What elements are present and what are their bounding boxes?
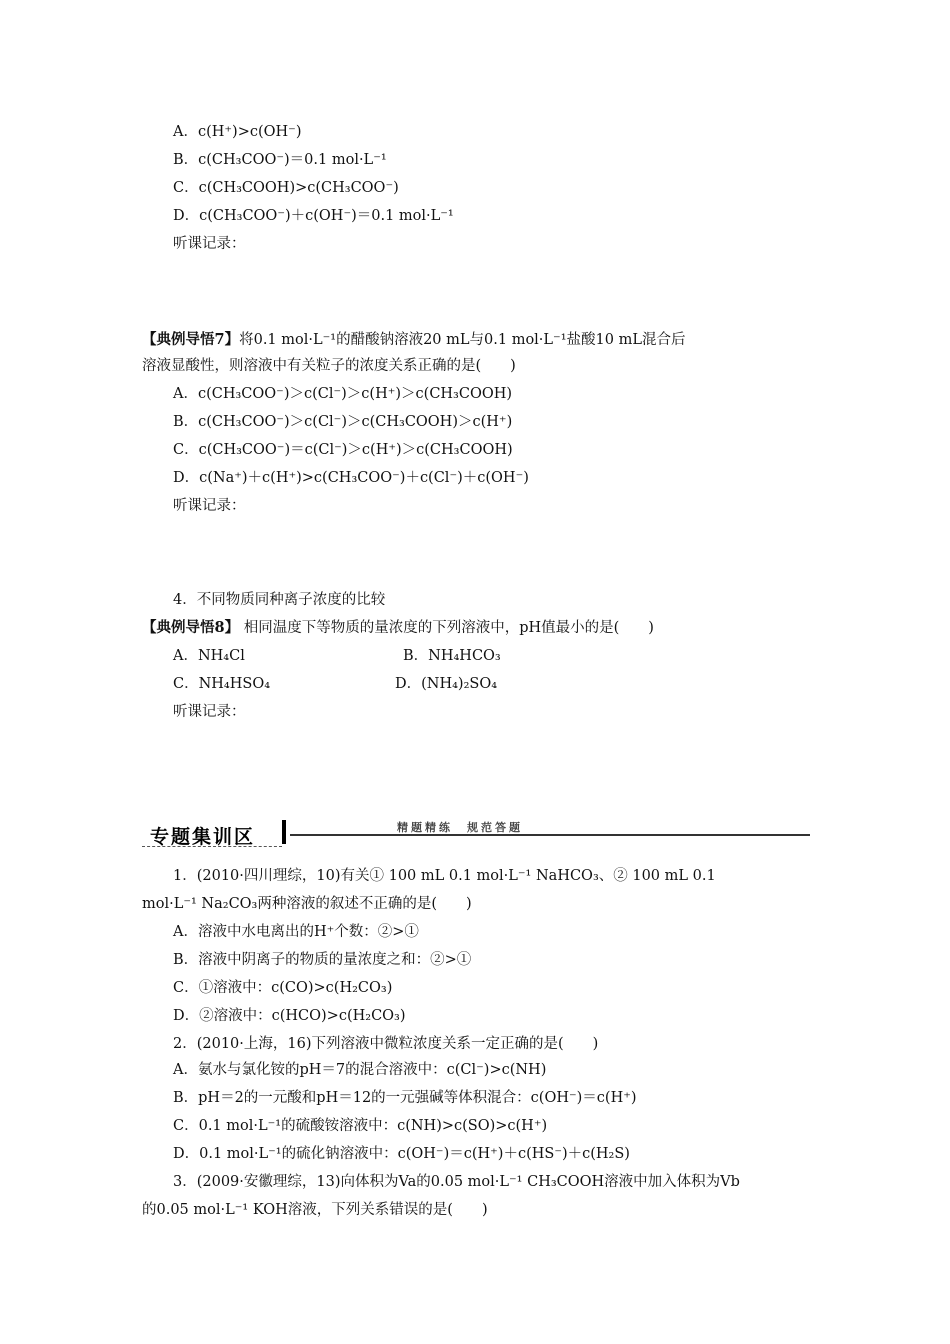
section-banner bbox=[142, 816, 810, 852]
notes-label: 听课记录： bbox=[173, 498, 246, 514]
question-3-stem-line1: 3．(2009·安徽理综，13)向体积为Va的0.05 mol·L⁻¹ CH₃COOH溶液中加入体积为Vb bbox=[173, 1174, 740, 1190]
example-8-tag: 【典例导悟8】 bbox=[142, 619, 240, 636]
banner-subtitle: 精题精练 规范答题 bbox=[397, 821, 523, 834]
option-b: B．c(CH₃COO⁻)＞c(Cl⁻)＞c(CH₃COOH)＞c(H⁺) bbox=[173, 414, 513, 430]
option-b: B．pH＝2的一元酸和pH＝12的一元强碱等体积混合：c(OH⁻)＝c(H⁺) bbox=[173, 1090, 637, 1106]
option-a: A．c(H⁺)>c(OH⁻) bbox=[173, 124, 302, 140]
example-8-stem-text: 相同温度下等物质的量浓度的下列溶液中，pH值最小的是( ) bbox=[243, 620, 654, 636]
option-b: B．NH₄HCO₃ bbox=[403, 648, 501, 664]
example-7-stem-line2: 溶液显酸性，则溶液中有关粒子的浓度关系正确的是( ) bbox=[142, 358, 516, 374]
option-d: D．(NH₄)₂SO₄ bbox=[395, 676, 498, 692]
option-c: C．c(CH₃COOH)>c(CH₃COO⁻) bbox=[173, 180, 399, 196]
option-a: A．c(CH₃COO⁻)＞c(Cl⁻)＞c(H⁺)＞c(CH₃COOH) bbox=[173, 386, 513, 402]
question-1-stem-line2: mol·L⁻¹ Na₂CO₃两种溶液的叙述不正确的是( ) bbox=[142, 896, 472, 912]
banner-divider-bar bbox=[282, 820, 286, 844]
banner-rule bbox=[290, 834, 810, 836]
option-b: B．溶液中阴离子的物质的量浓度之和：②>① bbox=[173, 952, 472, 968]
question-2-stem: 2．(2010·上海，16)下列溶液中微粒浓度关系一定正确的是( ) bbox=[173, 1036, 599, 1052]
notes-label: 听课记录： bbox=[173, 236, 246, 252]
option-a: A．氨水与氯化铵的pH＝7的混合溶液中：c(Cl⁻)>c(NH) bbox=[173, 1062, 547, 1078]
option-d: D．c(CH₃COO⁻)＋c(OH⁻)＝0.1 mol·L⁻¹ bbox=[173, 208, 454, 224]
example-8-stem bbox=[142, 618, 654, 638]
example-7-stem-text: 将0.1 mol·L⁻¹的醋酸钠溶液20 mL与0.1 mol·L⁻¹盐酸10 mL混合后 bbox=[239, 332, 686, 348]
option-c: C．①溶液中：c(CO)>c(H₂CO₃) bbox=[173, 980, 393, 996]
banner-dashed-underline bbox=[142, 846, 282, 847]
question-1-stem-line1: 1．(2010·四川理综，10)有关① 100 mL 0.1 mol·L⁻¹ NaHCO₃、② 100 mL 0.1 bbox=[173, 868, 716, 884]
banner-title: 专题集训区 bbox=[150, 826, 256, 848]
option-c: C．NH₄HSO₄ bbox=[173, 676, 271, 692]
section-heading: 4．不同物质同种离子浓度的比较 bbox=[173, 592, 386, 608]
option-b: B．c(CH₃COO⁻)＝0.1 mol·L⁻¹ bbox=[173, 152, 387, 168]
option-d: D．②溶液中：c(HCO)>c(H₂CO₃) bbox=[173, 1008, 406, 1024]
option-a: A．溶液中水电离出的H⁺个数：②>① bbox=[173, 924, 419, 940]
example-7-tag: 【典例导悟7】 bbox=[142, 331, 240, 348]
notes-label: 听课记录： bbox=[173, 704, 246, 720]
option-c: C．c(CH₃COO⁻)＝c(Cl⁻)＞c(H⁺)＞c(CH₃COOH) bbox=[173, 442, 513, 458]
option-d: D．c(Na⁺)＋c(H⁺)>c(CH₃COO⁻)＋c(Cl⁻)＋c(OH⁻) bbox=[173, 470, 529, 486]
option-c: C．0.1 mol·L⁻¹的硫酸铵溶液中：c(NH)>c(SO)>c(H⁺) bbox=[173, 1118, 548, 1134]
option-d: D．0.1 mol·L⁻¹的硫化钠溶液中：c(OH⁻)＝c(H⁺)＋c(HS⁻)＋c(H₂S) bbox=[173, 1146, 630, 1162]
example-7-stem-line1 bbox=[142, 330, 685, 350]
question-3-stem-line2: 的0.05 mol·L⁻¹ KOH溶液，下列关系错误的是( ) bbox=[142, 1202, 488, 1218]
option-a: A．NH₄Cl bbox=[173, 648, 245, 664]
